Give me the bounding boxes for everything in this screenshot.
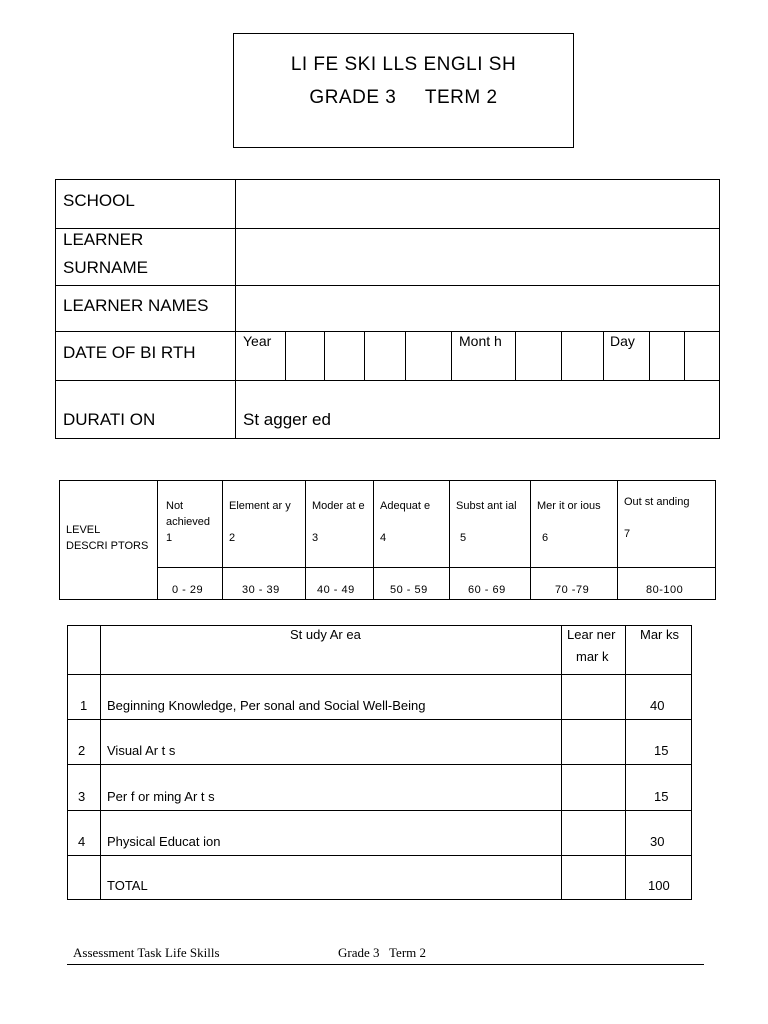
level-number: 4	[380, 532, 387, 544]
school-label: SCHOOL	[63, 191, 135, 210]
row-number: 4	[78, 834, 86, 849]
level-number: 7	[624, 528, 631, 540]
duration-label: DURATI ON	[63, 410, 156, 429]
level-name: Moder at e	[312, 500, 365, 512]
surname-field[interactable]	[237, 230, 718, 284]
level-range: 50 - 59	[390, 584, 428, 596]
surname-label-line1: LEARNER	[63, 230, 144, 249]
learner-mark-header-line2: mar k	[576, 649, 609, 664]
row-study-area: Visual Ar t s	[107, 743, 176, 758]
learner-mark-field[interactable]	[563, 721, 624, 763]
level-range: 60 - 69	[468, 584, 506, 596]
row-study-area: Beginning Knowledge, Per sonal and Social Well-Being	[107, 698, 426, 713]
row-number: 3	[78, 789, 86, 804]
footer-right: Grade 3 Term 2	[338, 945, 427, 960]
footer-left: Assessment Task Life Skills	[73, 945, 220, 960]
level-range: 0 - 29	[172, 584, 204, 596]
level-name: Mer it or ious	[537, 500, 601, 512]
row-study-area: Per f or ming Ar t s	[107, 789, 215, 804]
level-number: 2	[229, 532, 236, 544]
learner-mark-field[interactable]	[563, 676, 624, 718]
level-range: 30 - 39	[242, 584, 280, 596]
names-field[interactable]	[237, 287, 718, 330]
dob-year-label: Year	[243, 333, 272, 349]
school-field[interactable]	[237, 181, 718, 227]
level-number: 3	[312, 532, 319, 544]
level-number: 6	[542, 532, 549, 544]
level-label-line2: DESCRI PTORS	[66, 540, 149, 552]
row-number: 2	[78, 743, 86, 758]
title-line-1: LI FE SKI LLS ENGLI SH	[290, 54, 517, 75]
names-label: LEARNER NAMES	[63, 296, 209, 315]
level-name: Adequat e	[380, 500, 431, 512]
total-label: TOTAL	[107, 878, 148, 893]
level-name: Not	[166, 500, 184, 512]
total-marks: 100	[648, 878, 670, 893]
level-name: Element ar y	[229, 500, 291, 512]
learner-mark-header-line1: Lear ner	[567, 627, 616, 642]
learner-mark-field[interactable]	[563, 766, 624, 809]
footer-rule	[67, 964, 704, 965]
marks-header: Mar ks	[640, 627, 679, 642]
level-range: 70 -79	[555, 584, 590, 596]
dob-day-label: Day	[610, 333, 635, 349]
title-line-2: GRADE 3 TERM 2	[309, 87, 498, 108]
row-marks: 15	[654, 789, 669, 804]
study-area-header: St udy Ar ea	[290, 627, 361, 642]
total-learner-mark-field[interactable]	[563, 857, 624, 899]
level-range: 80-100	[646, 584, 684, 596]
level-name-line2: achieved	[166, 516, 211, 528]
level-number: 1	[166, 532, 173, 544]
learner-mark-field[interactable]	[563, 812, 624, 854]
row-number: 1	[80, 698, 88, 713]
level-name: Subst ant ial	[456, 500, 517, 512]
surname-label-line2: SURNAME	[63, 258, 149, 277]
title-box	[233, 33, 574, 148]
level-name: Out st anding	[624, 496, 690, 508]
level-range: 40 - 49	[317, 584, 355, 596]
level-number: 5	[460, 532, 467, 544]
dob-label: DATE OF BI RTH	[63, 343, 196, 362]
row-marks: 15	[654, 743, 669, 758]
level-label-line1: LEVEL	[66, 524, 101, 536]
row-marks: 40	[650, 698, 665, 713]
dob-month-label: Mont h	[459, 333, 502, 349]
row-marks: 30	[650, 834, 665, 849]
duration-value: St agger ed	[243, 410, 331, 429]
row-study-area: Physical Educat ion	[107, 834, 221, 849]
